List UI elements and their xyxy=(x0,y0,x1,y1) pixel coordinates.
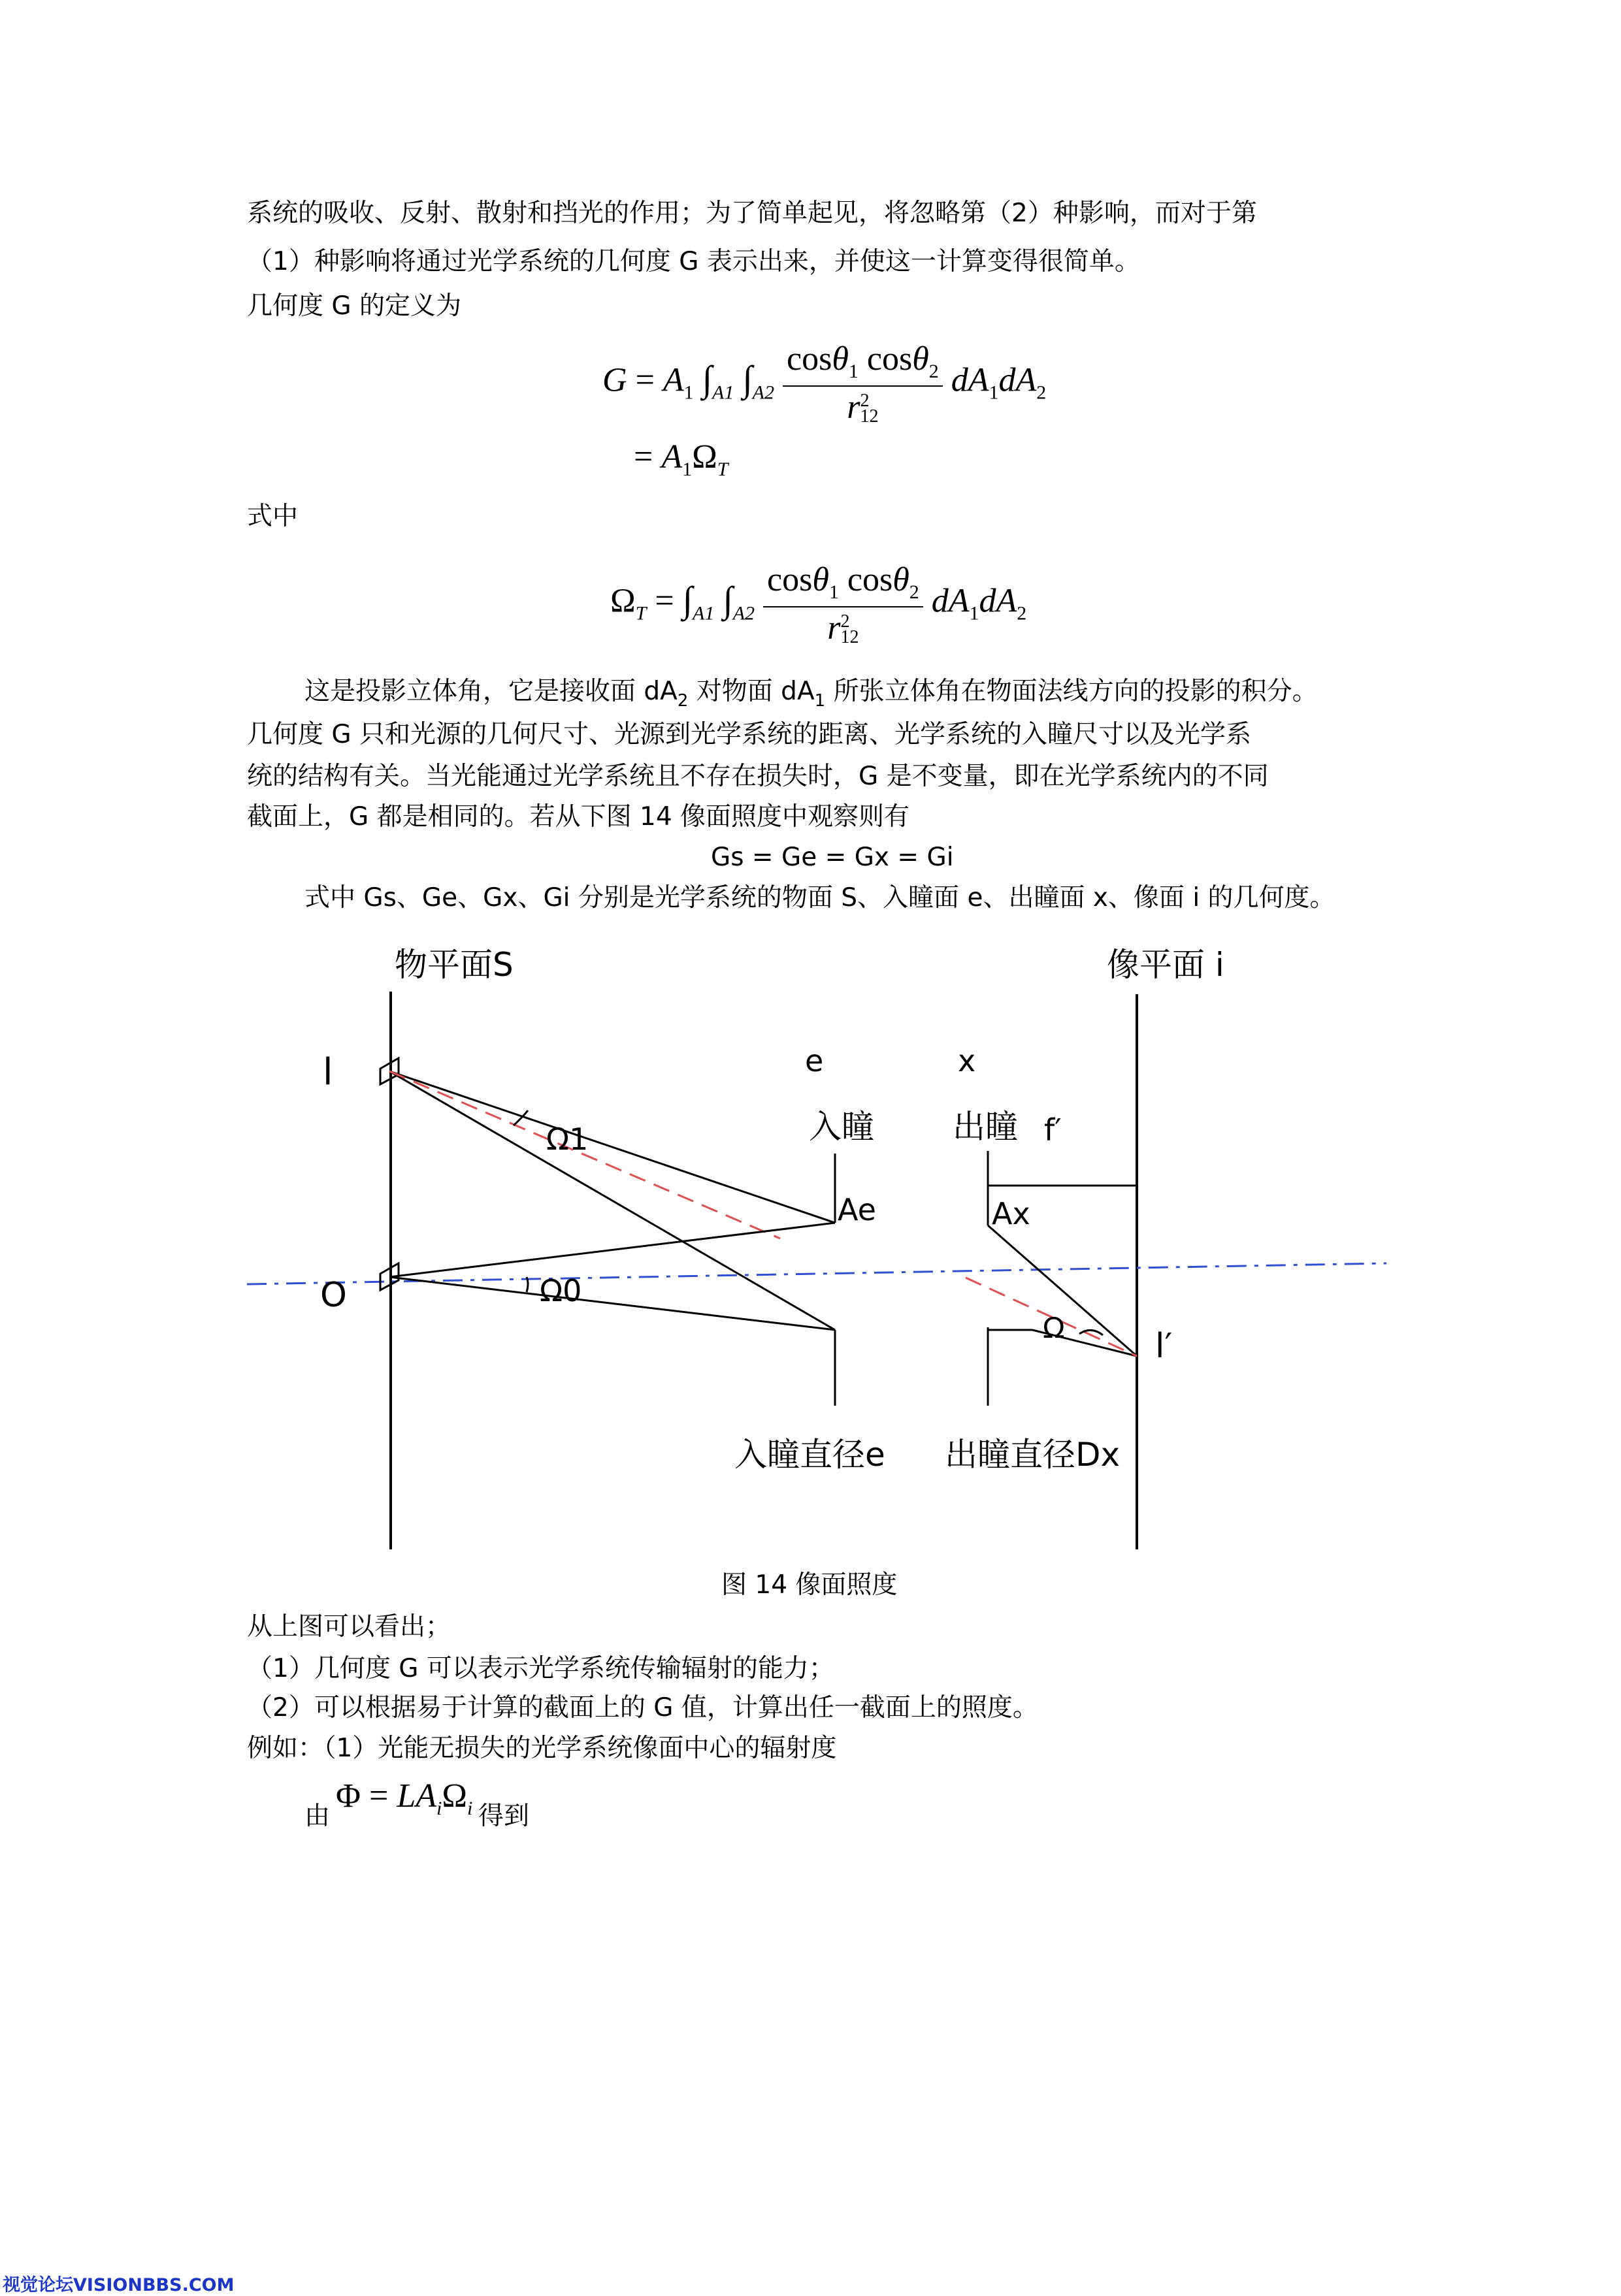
ray-o-upper xyxy=(389,1223,835,1277)
label-o: O xyxy=(320,1276,347,1315)
text-line-1: 系统的吸收、反射、散射和挡光的作用；为了简单起见，将忽略第（2）种影响，而对于第 xyxy=(247,199,1257,228)
label-ax: Ax xyxy=(992,1196,1030,1231)
text-para-1: 这是投影立体角，它是接收面 $dA_2$ 对物面 $dA_1$ 所张立体角在物面法线方向的投影的积分。 xyxy=(304,677,1318,711)
label-entrance-pupil: 入瞳 xyxy=(809,1108,874,1146)
label-exit-pupil: 出瞳 xyxy=(953,1108,1018,1146)
label-exit-diameter: 出瞳直径Dx xyxy=(945,1436,1121,1474)
label-image-plane: 像平面 i xyxy=(1107,946,1224,984)
label-omega: Ω xyxy=(1043,1312,1065,1345)
text-after-4: 例如：（1）光能无损失的光学系统像面中心的辐射度 xyxy=(247,1734,837,1763)
text-you: 由 xyxy=(304,1802,331,1831)
label-e: e xyxy=(805,1043,824,1078)
equation-g-definition: $G = A_1$ $\int_{A1}$ $\int_{A2}$ cosθ$_1$ cosθ$_2$ r 2 12 $dA_1dA_2$ xyxy=(602,340,1047,427)
label-l: l xyxy=(323,1051,333,1093)
text-equality: Gs = Ge = Gx = Gi xyxy=(711,843,954,872)
label-omega0: Ω0 xyxy=(540,1273,582,1308)
figure-caption: 图 14 像面照度 xyxy=(721,1570,898,1600)
label-object-plane: 物平面S xyxy=(395,946,514,984)
text-para-5: 式中 Gs、Ge、Gx、Gi 分别是光学系统的物面 S、入瞳面 e、出瞳面 x、像面 i 的几何度。 xyxy=(304,883,1335,913)
label-entrance-diameter: 入瞳直径e xyxy=(734,1436,885,1474)
text-after-1: 从上图可以看出； xyxy=(247,1612,451,1641)
text-shizhong: 式中 xyxy=(247,502,299,531)
label-lprime: l′ xyxy=(1155,1327,1173,1366)
equation-omega-t: $\Omega_T = \int_{A1}$ $\int_{A2}$ cosθ$_1$ cosθ$_2$ r 2 12 $dA_1dA_2$ xyxy=(610,561,1027,647)
label-x: x xyxy=(958,1043,976,1078)
omega0-arc xyxy=(527,1277,528,1292)
label-f: f′ xyxy=(1044,1112,1062,1148)
label-omega1: Ω1 xyxy=(546,1122,589,1157)
equation-phi: $\Phi = LA_i\Omega_i$ xyxy=(336,1777,473,1819)
text-dedao: 得到 xyxy=(478,1802,530,1831)
text-after-2: （1）几何度 G 可以表示光学系统传输辐射的能力； xyxy=(247,1654,834,1683)
label-ae: Ae xyxy=(838,1192,876,1227)
equation-g-omega: = $A_1\Omega_T$ xyxy=(634,438,729,480)
footer-watermark: 视觉论坛VISIONBBS.COM xyxy=(3,2275,235,2295)
text-after-3: （2）可以根据易于计算的截面上的 G 值，计算出任一截面上的照度。 xyxy=(247,1693,1038,1722)
text-line-3: 几何度 G 的定义为 xyxy=(247,291,462,321)
text-para-2: 几何度 G 只和光源的几何尺寸、光源到光学系统的距离、光学系统的入瞳尺寸以及光学系 xyxy=(247,720,1252,749)
text-line-2: （1）种影响将通过光学系统的几何度 G 表示出来，并使这一计算变得很简单。 xyxy=(247,247,1140,276)
text-para-3: 统的结构有关。当光能通过光学系统且不存在损失时，G 是不变量，即在光学系统内的不同 xyxy=(247,762,1269,791)
text-para-4: 截面上，G 都是相同的。若从下图 14 像面照度中观察则有 xyxy=(247,802,910,832)
ray-o-lower xyxy=(389,1277,835,1330)
